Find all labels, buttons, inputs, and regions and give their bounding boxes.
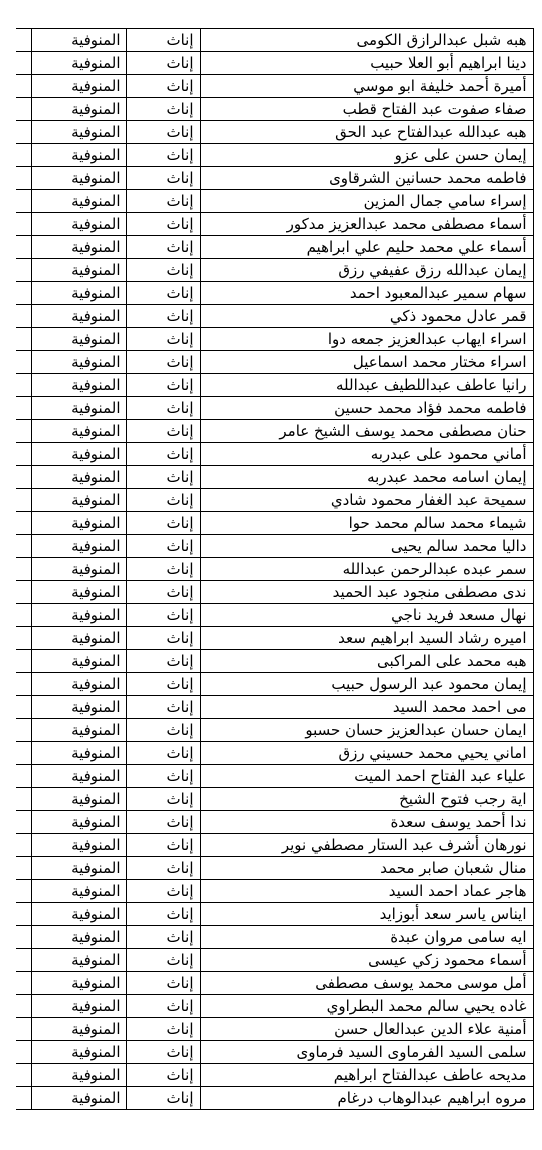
governorate-cell: المنوفية (31, 305, 126, 328)
table-row (16, 811, 533, 834)
gender-cell: إناث (126, 351, 200, 374)
name-cell: أمل موسى محمد يوسف مصطفى (200, 972, 533, 995)
gender-cell: إناث (126, 397, 200, 420)
governorate-cell: المنوفية (31, 1087, 126, 1110)
edge-cell (16, 489, 31, 512)
table-row (16, 420, 533, 443)
name-cell: شيماء محمد سالم محمد حوا (200, 512, 533, 535)
name-cell: نورهان أشرف عبد الستار مصطفي نوير (200, 834, 533, 857)
table-row (16, 443, 533, 466)
name-cell: سهام سمير عبدالمعبود احمد (200, 282, 533, 305)
edge-cell (16, 926, 31, 949)
table-row (16, 75, 533, 98)
edge-cell (16, 443, 31, 466)
edge-cell (16, 1041, 31, 1064)
name-cell: أسماء علي محمد حليم علي ابراهيم (200, 236, 533, 259)
gender-cell: إناث (126, 857, 200, 880)
governorate-cell: المنوفية (31, 696, 126, 719)
name-cell: نهال مسعد فريد ناجي (200, 604, 533, 627)
gender-cell: إناث (126, 765, 200, 788)
name-cell: هبه عبدالله عبدالفتاح عبد الحق (200, 121, 533, 144)
governorate-cell: المنوفية (31, 351, 126, 374)
table-row (16, 512, 533, 535)
governorate-cell: المنوفية (31, 190, 126, 213)
governorate-cell: المنوفية (31, 788, 126, 811)
name-cell: ندا أحمد يوسف سعدة (200, 811, 533, 834)
gender-cell: إناث (126, 926, 200, 949)
gender-cell: إناث (126, 98, 200, 121)
edge-cell (16, 144, 31, 167)
table-row (16, 167, 533, 190)
gender-cell: إناث (126, 535, 200, 558)
edge-cell (16, 52, 31, 75)
gender-cell: إناث (126, 29, 200, 52)
gender-cell: إناث (126, 673, 200, 696)
table-row (16, 52, 533, 75)
gender-cell: إناث (126, 1064, 200, 1087)
name-cell: مروه ابراهيم عبدالوهاب درغام (200, 1087, 533, 1110)
edge-cell (16, 650, 31, 673)
name-cell: ايه سامى مروان عبدة (200, 926, 533, 949)
gender-cell: إناث (126, 466, 200, 489)
edge-cell (16, 857, 31, 880)
names-table (16, 28, 534, 1110)
gender-cell: إناث (126, 949, 200, 972)
table-row (16, 719, 533, 742)
governorate-cell: المنوفية (31, 535, 126, 558)
table-row (16, 282, 533, 305)
governorate-cell: المنوفية (31, 121, 126, 144)
gender-cell: إناث (126, 788, 200, 811)
edge-cell (16, 420, 31, 443)
edge-cell (16, 1018, 31, 1041)
name-cell: فاطمه محمد حسانين الشرقاوى (200, 167, 533, 190)
table-row (16, 190, 533, 213)
gender-cell: إناث (126, 903, 200, 926)
name-cell: اماني يحيي محمد حسيني رزق (200, 742, 533, 765)
table-row (16, 949, 533, 972)
governorate-cell: المنوفية (31, 650, 126, 673)
gender-cell: إناث (126, 581, 200, 604)
edge-cell (16, 880, 31, 903)
governorate-cell: المنوفية (31, 489, 126, 512)
edge-cell (16, 351, 31, 374)
edge-cell (16, 328, 31, 351)
table-row (16, 765, 533, 788)
table-row (16, 374, 533, 397)
governorate-cell: المنوفية (31, 75, 126, 98)
gender-cell: إناث (126, 972, 200, 995)
table-row (16, 558, 533, 581)
table-row (16, 351, 533, 374)
edge-cell (16, 466, 31, 489)
table-row (16, 880, 533, 903)
governorate-cell: المنوفية (31, 1018, 126, 1041)
table-row (16, 397, 533, 420)
table-row (16, 696, 533, 719)
edge-cell (16, 949, 31, 972)
edge-cell (16, 558, 31, 581)
name-cell: اسراء ايهاب عبدالعزيز جمعه دوا (200, 328, 533, 351)
name-cell: علياء عبد الفتاح احمد الميت (200, 765, 533, 788)
name-cell: أميرة أحمد خليفة ابو موسي (200, 75, 533, 98)
name-cell: سلمى السيد الفرماوى السيد فرماوى (200, 1041, 533, 1064)
table-row (16, 236, 533, 259)
edge-cell (16, 627, 31, 650)
edge-cell (16, 811, 31, 834)
table-row (16, 1041, 533, 1064)
name-cell: إيمان محمود عبد الرسول حبيب (200, 673, 533, 696)
gender-cell: إناث (126, 696, 200, 719)
edge-cell (16, 995, 31, 1018)
table-row (16, 581, 533, 604)
governorate-cell: المنوفية (31, 604, 126, 627)
name-cell: فاطمه محمد فؤاد محمد حسين (200, 397, 533, 420)
table-row (16, 1064, 533, 1087)
gender-cell: إناث (126, 834, 200, 857)
gender-cell: إناث (126, 190, 200, 213)
gender-cell: إناث (126, 305, 200, 328)
name-cell: دينا ابراهيم أبو العلا حبيب (200, 52, 533, 75)
edge-cell (16, 788, 31, 811)
governorate-cell: المنوفية (31, 236, 126, 259)
gender-cell: إناث (126, 604, 200, 627)
edge-cell (16, 305, 31, 328)
table-row (16, 627, 533, 650)
gender-cell: إناث (126, 742, 200, 765)
gender-cell: إناث (126, 1087, 200, 1110)
edge-cell (16, 604, 31, 627)
governorate-cell: المنوفية (31, 926, 126, 949)
table-row (16, 535, 533, 558)
governorate-cell: المنوفية (31, 213, 126, 236)
edge-cell (16, 834, 31, 857)
gender-cell: إناث (126, 811, 200, 834)
governorate-cell: المنوفية (31, 719, 126, 742)
table-row (16, 972, 533, 995)
name-cell: مديحه عاطف عبدالفتاح ابراهيم (200, 1064, 533, 1087)
name-cell: حنان مصطفى محمد يوسف الشيخ عامر (200, 420, 533, 443)
gender-cell: إناث (126, 719, 200, 742)
gender-cell: إناث (126, 512, 200, 535)
table-row (16, 328, 533, 351)
gender-cell: إناث (126, 443, 200, 466)
name-cell: اية رجب فتوح الشيخ (200, 788, 533, 811)
table-row (16, 834, 533, 857)
governorate-cell: المنوفية (31, 1064, 126, 1087)
edge-cell (16, 167, 31, 190)
gender-cell: إناث (126, 213, 200, 236)
edge-cell (16, 581, 31, 604)
governorate-cell: المنوفية (31, 328, 126, 351)
name-cell: اسراء مختار محمد اسماعيل (200, 351, 533, 374)
gender-cell: إناث (126, 1041, 200, 1064)
name-cell: غاده يحيي سالم محمد البطراوي (200, 995, 533, 1018)
name-cell: إيمان عبدالله رزق عفيفي رزق (200, 259, 533, 282)
table-row (16, 788, 533, 811)
name-cell: ايمان حسان عبدالعزيز حسان حسبو (200, 719, 533, 742)
name-cell: ندى مصطفى منجود عبد الحميد (200, 581, 533, 604)
name-cell: أمنية علاء الدين عبدالعال حسن (200, 1018, 533, 1041)
gender-cell: إناث (126, 420, 200, 443)
edge-cell (16, 121, 31, 144)
name-cell: هبه محمد على المراكبى (200, 650, 533, 673)
table-row (16, 466, 533, 489)
table-row (16, 213, 533, 236)
name-cell: منال شعبان صابر محمد (200, 857, 533, 880)
edge-cell (16, 75, 31, 98)
governorate-cell: المنوفية (31, 880, 126, 903)
governorate-cell: المنوفية (31, 144, 126, 167)
governorate-cell: المنوفية (31, 466, 126, 489)
table-row (16, 742, 533, 765)
edge-cell (16, 742, 31, 765)
name-cell: أسماء مصطفى محمد عبدالعزيز مدكور (200, 213, 533, 236)
edge-cell (16, 282, 31, 305)
name-cell: سمر عبده عبدالرحمن عبدالله (200, 558, 533, 581)
governorate-cell: المنوفية (31, 167, 126, 190)
governorate-cell: المنوفية (31, 282, 126, 305)
edge-cell (16, 512, 31, 535)
name-cell: ايناس ياسر سعد أبوزايد (200, 903, 533, 926)
edge-cell (16, 903, 31, 926)
table-row (16, 1018, 533, 1041)
table-row (16, 489, 533, 512)
gender-cell: إناث (126, 167, 200, 190)
name-cell: اميره رشاد السيد ابراهيم سعد (200, 627, 533, 650)
gender-cell: إناث (126, 558, 200, 581)
edge-cell (16, 673, 31, 696)
name-cell: مى احمد محمد السيد (200, 696, 533, 719)
gender-cell: إناث (126, 374, 200, 397)
table-body (16, 29, 533, 1110)
gender-cell: إناث (126, 650, 200, 673)
table-row (16, 98, 533, 121)
table-row (16, 650, 533, 673)
name-cell: إيمان حسن على عزو (200, 144, 533, 167)
edge-cell (16, 719, 31, 742)
gender-cell: إناث (126, 75, 200, 98)
table-row (16, 995, 533, 1018)
edge-cell (16, 213, 31, 236)
name-cell: داليا محمد سالم يحيى (200, 535, 533, 558)
edge-cell (16, 397, 31, 420)
gender-cell: إناث (126, 52, 200, 75)
name-cell: قمر عادل محمود ذكي (200, 305, 533, 328)
edge-cell (16, 236, 31, 259)
table-row (16, 604, 533, 627)
governorate-cell: المنوفية (31, 1041, 126, 1064)
table-row (16, 305, 533, 328)
edge-cell (16, 535, 31, 558)
governorate-cell: المنوفية (31, 673, 126, 696)
governorate-cell: المنوفية (31, 512, 126, 535)
gender-cell: إناث (126, 236, 200, 259)
governorate-cell: المنوفية (31, 811, 126, 834)
gender-cell: إناث (126, 627, 200, 650)
governorate-cell: المنوفية (31, 558, 126, 581)
governorate-cell: المنوفية (31, 374, 126, 397)
gender-cell: إناث (126, 121, 200, 144)
gender-cell: إناث (126, 995, 200, 1018)
name-cell: هبه شبل عبدالرازق الكومى (200, 29, 533, 52)
governorate-cell: المنوفية (31, 259, 126, 282)
table-row (16, 121, 533, 144)
governorate-cell: المنوفية (31, 397, 126, 420)
governorate-cell: المنوفية (31, 627, 126, 650)
governorate-cell: المنوفية (31, 949, 126, 972)
name-cell: إسراء سامي جمال المزين (200, 190, 533, 213)
name-cell: أسماء محمود زكي عيسى (200, 949, 533, 972)
name-cell: سميحة عبد الغفار محمود شادي (200, 489, 533, 512)
gender-cell: إناث (126, 282, 200, 305)
governorate-cell: المنوفية (31, 581, 126, 604)
edge-cell (16, 374, 31, 397)
table-row (16, 857, 533, 880)
edge-cell (16, 765, 31, 788)
edge-cell (16, 190, 31, 213)
gender-cell: إناث (126, 144, 200, 167)
governorate-cell: المنوفية (31, 443, 126, 466)
table-row (16, 259, 533, 282)
edge-cell (16, 696, 31, 719)
governorate-cell: المنوفية (31, 98, 126, 121)
governorate-cell: المنوفية (31, 29, 126, 52)
governorate-cell: المنوفية (31, 857, 126, 880)
table-row (16, 144, 533, 167)
gender-cell: إناث (126, 328, 200, 351)
gender-cell: إناث (126, 880, 200, 903)
gender-cell: إناث (126, 489, 200, 512)
edge-cell (16, 29, 31, 52)
edge-cell (16, 98, 31, 121)
name-cell: صفاء صفوت عبد الفتاح قطب (200, 98, 533, 121)
table-row (16, 673, 533, 696)
governorate-cell: المنوفية (31, 765, 126, 788)
gender-cell: إناث (126, 1018, 200, 1041)
table-row (16, 1087, 533, 1110)
edge-cell (16, 1064, 31, 1087)
edge-cell (16, 972, 31, 995)
table-row (16, 903, 533, 926)
edge-cell (16, 259, 31, 282)
governorate-cell: المنوفية (31, 834, 126, 857)
name-cell: هاجر عماد احمد السيد (200, 880, 533, 903)
governorate-cell: المنوفية (31, 52, 126, 75)
edge-cell (16, 1087, 31, 1110)
governorate-cell: المنوفية (31, 972, 126, 995)
table-row (16, 29, 533, 52)
gender-cell: إناث (126, 259, 200, 282)
name-cell: رانيا عاطف عبداللطيف عبدالله (200, 374, 533, 397)
table-row (16, 926, 533, 949)
governorate-cell: المنوفية (31, 903, 126, 926)
name-cell: أماني محمود على عبدربه (200, 443, 533, 466)
name-cell: إيمان اسامه محمد عبدربه (200, 466, 533, 489)
governorate-cell: المنوفية (31, 742, 126, 765)
governorate-cell: المنوفية (31, 420, 126, 443)
governorate-cell: المنوفية (31, 995, 126, 1018)
